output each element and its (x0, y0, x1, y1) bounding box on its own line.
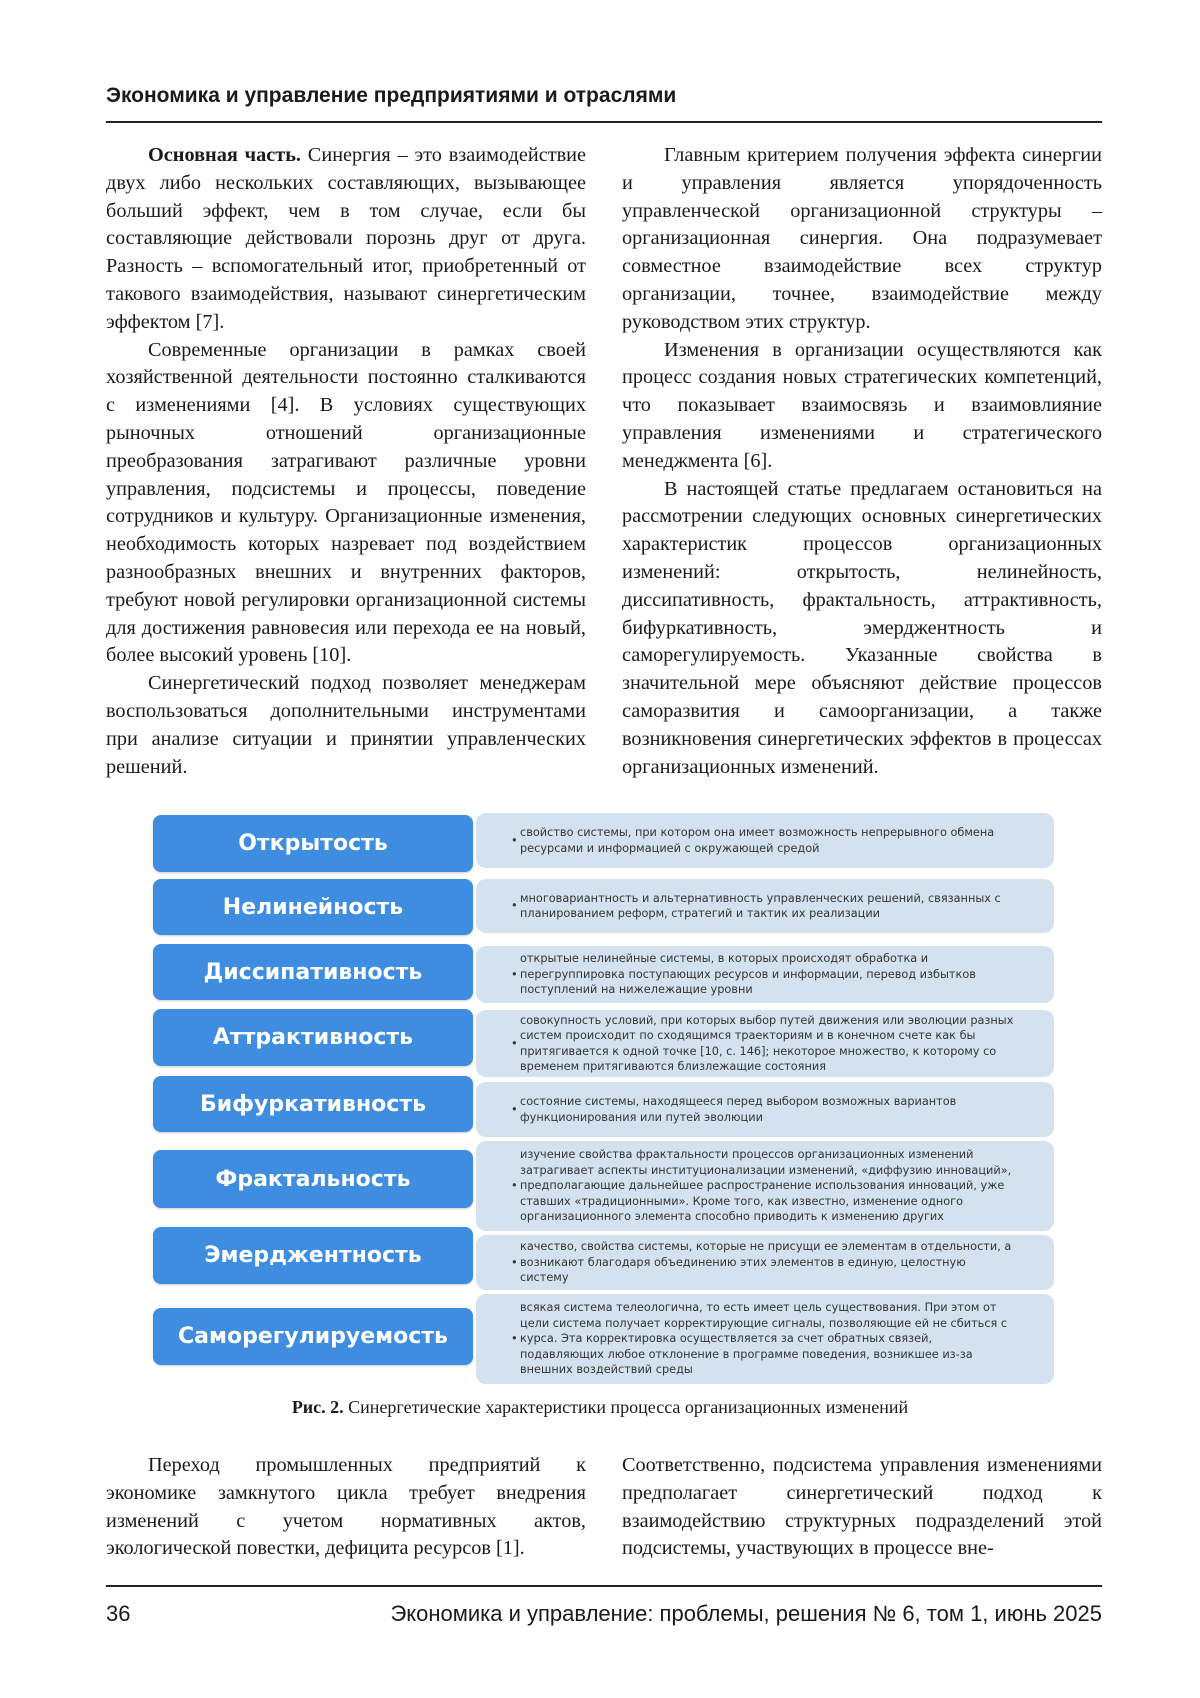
label-fractality: Фрактальность (153, 1150, 473, 1208)
label-bifurcativity: Бифуркативность (153, 1076, 473, 1132)
desc-attractivity (476, 1010, 1054, 1077)
bullet: • (511, 1102, 518, 1118)
header-rule (106, 121, 1102, 123)
desc-text: качество, свойства системы, которые не присущи ее элементам в отдельности, а возникают благодаря объединению этих элементов в единую, целостную систему (520, 1239, 1014, 1286)
label-attractivity: Аттрактивность (153, 1009, 473, 1066)
paragraph: Главным критерием получения эффекта синергии и управления является упорядоченность управленческой организационной структуры – организационная синергия. Она подразумевает совместное взаимодействие всех структур организации, точнее, взаимодействие между руководством этих структур. (622, 142, 1102, 337)
figure-synergetic-characteristics (150, 808, 1060, 1388)
lead-in: Основная часть. (148, 144, 301, 166)
paragraph: Изменения в организации осуществляются как процесс создания новых стратегических компетенций, что показывает взаимосвязь и взаимовлияние управления изменениями и стратегического менеджмента [6]. (622, 337, 1102, 476)
desc-dissipativity (476, 946, 1054, 1003)
bullet: • (511, 898, 518, 914)
desc-nonlinearity (476, 879, 1054, 933)
footer-rule (106, 1585, 1102, 1587)
paragraph-text: Синергия – это взаимодействие двух либо нескольких составляющих, вызывающее больший эффект, чем в том случае, если бы составляющие действовали порознь друг от друга. Разность – вспомогательный итог, приобретенный от такового взаимодействия, называют синергетическим эффектом [7]. (106, 144, 586, 333)
desc-text: открытые нелинейные системы, в которых происходят обработка и перегруппировка поступающих ресурсов и информации, перевод избытков поступлений на нижележащие уровни (520, 951, 1014, 998)
caption-label: Рис. 2. (292, 1397, 344, 1417)
desc-fractality (476, 1141, 1054, 1231)
bullet: • (511, 1331, 518, 1347)
label-dissipativity: Диссипативность (153, 944, 473, 1000)
right-column (622, 142, 1102, 781)
bottom-left-column (106, 1452, 586, 1563)
caption-text: Синергетические характеристики процесса организационных изменений (344, 1397, 909, 1417)
bullet: • (511, 1178, 518, 1194)
label-openness: Открытость (153, 815, 473, 872)
label-nonlinearity: Нелинейность (153, 879, 473, 935)
paragraph: Современные организации в рамках своей хозяйственной деятельности постоянно сталкиваются с изменениями [4]. В условиях существующих рыночных отношений организационные преобразования затрагивают различные уровни управления, подсистемы и процессы, поведение сотрудников и культуру. Организационные изменения, необходимость которых назревает под воздействием разнообразных внешних и внутренних факторов, требуют новой регулировки организационной системы для достижения равновесия или перехода ее на новый, более высокий уровень [10]. (106, 337, 586, 671)
page-number: 36 (106, 1601, 130, 1627)
desc-bifurcativity (476, 1082, 1054, 1137)
paragraph: Соответственно, подсистема управления изменениями предполагает синергетический подход к взаимодействию структурных подразделений этой подсистемы, участвующих в процессе вне- (622, 1452, 1102, 1563)
label-self-regulation: Саморегулируемость (153, 1308, 473, 1365)
bullet: • (511, 967, 518, 983)
paragraph: Синергетический подход позволяет менеджерам воспользоваться дополнительными инструментами при анализе ситуации и принятии управленческих решений. (106, 670, 586, 781)
section-header: Экономика и управление предприятиями и отраслями (106, 84, 676, 108)
desc-emergence (476, 1235, 1054, 1290)
desc-text: всякая система телеологична, то есть имеет цель существования. При этом от цели система получает корректирующие сигналы, позволяющие ей не сбиться с курса. Эта корректировка осуществляется за счет обратных связей, подавляющих любое отклонение в программе поведения, возникшее из-за внешних воздействий среды (520, 1300, 1014, 1378)
desc-self-regulation (476, 1294, 1054, 1384)
label-emergence: Эмерджентность (153, 1227, 473, 1284)
paragraph: В настоящей статье предлагаем остановиться на рассмотрении следующих основных синергетических характеристик процессов организационных изменений: открытость, нелинейность, диссипативность, фрактальность, аттрактивность, бифуркативность, эмерджентность и саморегулируемость. Указанные свойства в значительной мере объясняют действие процессов саморазвития и самоорганизации, а также возникновения синергетических эффектов в процессах организационных изменений. (622, 476, 1102, 782)
desc-text: изучение свойства фрактальности процессов организационных изменений затрагивает аспекты институционализации изменений, «диффузию инноваций», предполагающие дальнейшее распространение использования инноваций, уже ставших «традиционными». Кроме того, как известно, изменение одного организационного элемента способно приводить к изменению других (520, 1147, 1014, 1225)
figure-caption (0, 1397, 1200, 1418)
bullet: • (511, 1255, 518, 1271)
bullet: • (511, 1036, 518, 1052)
journal-name: Экономика и управление: проблемы, решения № 6, том 1, июнь 2025 (390, 1601, 1102, 1627)
desc-text: многовариантность и альтернативность управленческих решений, связанных с планированием реформ, стратегий и тактик их реализации (520, 891, 1014, 922)
desc-openness (476, 813, 1054, 868)
desc-text: свойство системы, при котором она имеет возможность непрерывного обмена ресурсами и информацией с окружающей средой (520, 825, 1014, 856)
left-column (106, 142, 586, 781)
desc-text: состояние системы, находящееся перед выбором возможных вариантов функционирования или путей эволюции (520, 1094, 1014, 1125)
paragraph (106, 142, 586, 337)
bottom-right-column (622, 1452, 1102, 1563)
paragraph: Переход промышленных предприятий к экономике замкнутого цикла требует внедрения изменений с учетом нормативных актов, экологической повестки, дефицита ресурсов [1]. (106, 1452, 586, 1563)
desc-text: совокупность условий, при которых выбор путей движения или эволюции разных систем происходит по сходящимся траекториям и в конечном счете как бы притягивается к одной точке [10, с. 146]; некоторое множество, к которому со временем притягиваются близлежащие состояния (520, 1013, 1014, 1075)
bullet: • (511, 833, 518, 849)
